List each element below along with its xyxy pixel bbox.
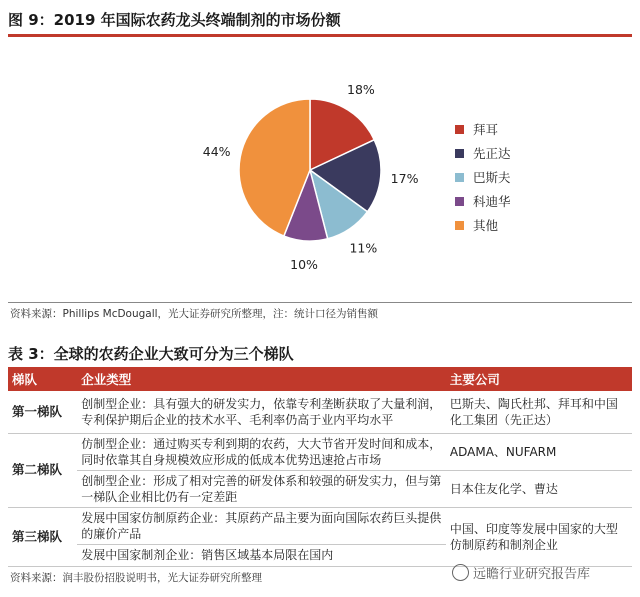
tier-3-companies: 中国、印度等发展中国家的大型仿制原药和制剂企业 <box>446 507 632 566</box>
legend-label: 科迪华 <box>473 194 511 209</box>
tier-2-type-b: 创制型企业：形成了相对完善的研发体系和较强的研发实力，但与第一梯队企业相比仍有一定差距 <box>77 470 446 507</box>
header-type: 企业类型 <box>77 369 446 391</box>
legend-label: 先正达 <box>473 146 511 161</box>
watermark <box>452 563 590 582</box>
legend-item-1 <box>455 117 615 141</box>
table-row <box>8 391 632 433</box>
table-row <box>8 433 632 470</box>
table-row <box>8 507 632 544</box>
table-title: 表 3：全球的农药企业大致可分为三个梯队 <box>8 345 294 363</box>
header-companies: 主要公司 <box>446 369 632 391</box>
legend-item-3 <box>455 165 615 189</box>
tier-1-label: 第一梯队 <box>8 391 77 433</box>
header-tier: 梯队 <box>8 369 77 391</box>
tier-2-label: 第二梯队 <box>8 433 77 507</box>
legend-item-4 <box>455 189 615 213</box>
watermark-text: 远瞻行业研究报告库 <box>473 567 591 582</box>
legend-swatch <box>455 125 464 134</box>
legend-swatch <box>455 221 464 230</box>
figure-title: 图 9：2019 年国际农药龙头终端制剂的市场份额 <box>8 11 341 29</box>
legend-label: 巴斯夫 <box>473 170 511 185</box>
tier-3-type-b: 发展中国家制剂企业：销售区域基本局限在国内 <box>77 544 446 566</box>
table-source: 资料来源：润丰股份招股说明书，光大证券研究所整理 <box>10 572 262 584</box>
tier-1-type: 创制型企业：具有强大的研发实力，依靠专利垄断获取了大量利润，专利保护期后企业的技术水平、毛利率仍高于业内平均水平 <box>77 391 446 433</box>
figure-source: 资料来源：Phillips McDougall，光大证券研究所整理，注：统计口径为销售额 <box>10 308 379 320</box>
legend-swatch <box>455 197 464 206</box>
tier-3-type-a: 发展中国家仿制原药企业：其原药产品主要为面向国际农药巨头提供的廉价产品 <box>77 507 446 544</box>
legend-label: 其他 <box>473 218 499 233</box>
tiers-table <box>8 369 632 567</box>
legend-item-2 <box>455 141 615 165</box>
figure-title-rule <box>8 34 632 37</box>
pie-label-4: 10% <box>290 256 318 272</box>
tier-3-label: 第三梯队 <box>8 507 77 566</box>
chart-legend <box>455 117 615 237</box>
tier-2-companies-a: ADAMA、NUFARM <box>446 433 632 470</box>
tier-2-type-a: 仿制型企业：通过购买专利到期的农药，大大节省开发时间和成本，同时依靠其自身规模效应形成的低成本优势迅速抢占市场 <box>77 433 446 470</box>
legend-item-5 <box>455 213 615 237</box>
pie-label-5: 44% <box>202 144 231 160</box>
table-header-row <box>8 369 632 391</box>
legend-label: 拜耳 <box>473 122 499 137</box>
tier-1-companies: 巴斯夫、陶氏杜邦、拜耳和中国化工集团（先正达） <box>446 391 632 433</box>
pie-label-1: 18% <box>347 81 375 97</box>
legend-swatch <box>455 149 464 158</box>
pie-label-2: 17% <box>390 170 419 186</box>
tier-2-companies-b: 日本住友化学、曹达 <box>446 470 632 507</box>
legend-swatch <box>455 173 464 182</box>
wechat-icon <box>452 564 469 581</box>
figure-source-rule <box>8 302 632 303</box>
table-row <box>8 470 632 507</box>
pie-label-3: 11% <box>349 240 378 256</box>
